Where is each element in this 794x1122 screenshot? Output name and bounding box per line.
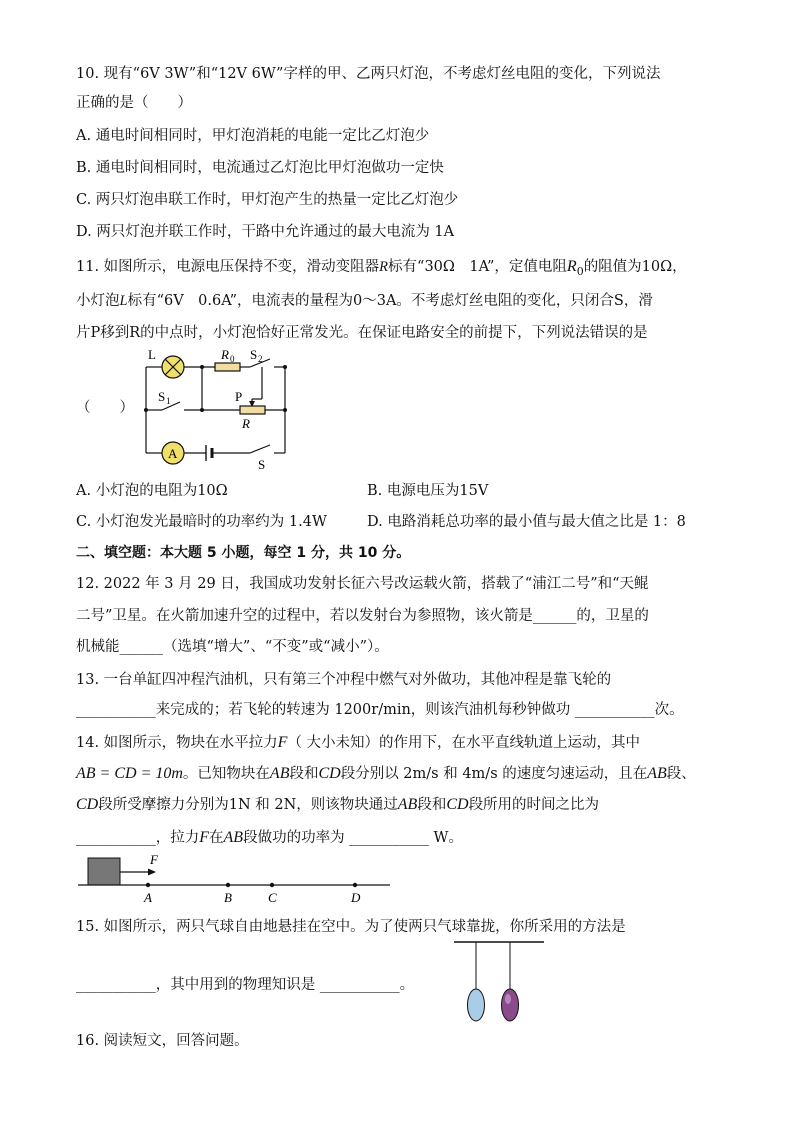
q11-circuit-diagram bbox=[140, 345, 300, 475]
q10-option-a: A. 通电时间相同时，甲灯泡消耗的电能一定比乙灯泡少 bbox=[76, 128, 430, 144]
q10-option-b: B. 通电时间相同时，电流通过乙灯泡比甲灯泡做功一定快 bbox=[76, 160, 444, 176]
q12-line3: 机械能______（选填“增大”、“不变”或“减小”）。 bbox=[76, 639, 389, 655]
label-d: D bbox=[351, 890, 361, 905]
q13-line2: ___________来完成的；若飞轮的转速为 1200r/min，则该汽油机每秒钟做功 ___________次。 bbox=[76, 702, 684, 718]
q11-stem-line1: 11. 如图所示，电源电压保持不变，滑动变阻器R标有“30Ω 1A”，定值电阻$R_0$的阻值为10Ω， bbox=[76, 258, 687, 278]
q10-option-d: D. 两只灯泡并联工作时，干路中允许通过的最大电流为 1A bbox=[76, 224, 455, 240]
label-s: S bbox=[258, 457, 266, 472]
q13-line1: 13. 一台单缸四冲程汽油机，只有第三个冲程中燃气对外做功，其他冲程是靠飞轮的 bbox=[76, 672, 612, 688]
label-a: A bbox=[144, 890, 152, 905]
q14-line3: CD段所受摩擦力分别为1N 和 2N，则该物块通过AB段和CD段所用的时间之比为 bbox=[76, 796, 600, 813]
right-balloon bbox=[502, 989, 519, 1021]
q14-line2: AB = CD = 10m。已知物块在AB段和CD段分别以 2m/s 和 4m/s 的速度匀速运动，且在AB段、 bbox=[76, 765, 696, 782]
rheostat-r-symbol bbox=[240, 406, 265, 414]
q12-line1: 12. 2022 年 3 月 29 日，我国成功发射长征六号改运载火箭，搭载了“浦江二号”和“天鲲 bbox=[76, 576, 649, 592]
q11-option-b: B. 电源电压为15V bbox=[367, 483, 489, 499]
q14-line4: ___________，拉力F在AB段做功的功率为 ___________ W。 bbox=[76, 829, 463, 846]
q11-option-d: D. 电路消耗总功率的最小值与最大值之比是 1：8 bbox=[367, 514, 686, 530]
q10-stem-line1: 10. 现有“6V 3W”和“12V 6W”字样的甲、乙两只灯泡，不考虑灯丝电阻的变化，下列说法 bbox=[76, 66, 661, 82]
label-b: B bbox=[224, 890, 232, 905]
label-c: C bbox=[268, 890, 277, 905]
q14-track-diagram bbox=[76, 850, 396, 906]
q15-line1: 15. 如图所示，两只气球自由地悬挂在空中。为了使两只气球靠拢，你所采用的方法是 bbox=[76, 919, 626, 935]
q16-line1: 16. 阅读短文，回答问题。 bbox=[76, 1033, 249, 1049]
label-s2: S bbox=[250, 347, 258, 362]
resistor-r0-symbol bbox=[215, 363, 240, 371]
label-r: R bbox=[242, 416, 250, 431]
label-l: L bbox=[148, 347, 156, 362]
block-symbol bbox=[88, 858, 120, 885]
q14-line1: 14. 如图所示，物块在水平拉力F（ 大小未知）的作用下，在水平直线轨道上运动，其中 bbox=[76, 734, 641, 751]
q10-option-c: C. 两只灯泡串联工作时，甲灯泡产生的热量一定比乙灯泡少 bbox=[76, 192, 459, 208]
label-p: P bbox=[235, 389, 243, 404]
left-balloon bbox=[468, 989, 485, 1021]
q11-option-c: C. 小灯泡发光最暗时的功率约为 1.4W bbox=[76, 514, 327, 530]
q11-stem-line2: 小灯泡L标有“6V 0.6A”，电流表的量程为0～3A。不考虑灯丝电阻的变化，只闭合S，滑 bbox=[76, 293, 653, 309]
label-s2-sub: 2 bbox=[258, 354, 263, 364]
q12-line2: 二号”卫星。在火箭加速升空的过程中，若以发射台为参照物，该火箭是______的，卫星的 bbox=[76, 608, 649, 624]
q11-stem-line3: 片P移到R的中点时，小灯泡恰好正常发光。在保证电路安全的前提下，下列说法错误的是 bbox=[76, 325, 648, 341]
q11-answer-paren: （ ） bbox=[76, 400, 134, 416]
label-s1: S bbox=[158, 389, 166, 404]
section-heading-fill-in: 二、填空题：本大题 5 小题，每空 1 分，共 10 分。 bbox=[76, 545, 411, 561]
label-r0: R bbox=[221, 347, 229, 362]
q11-option-a: A. 小灯泡的电阻为10Ω bbox=[76, 483, 228, 499]
label-r0-sub: 0 bbox=[230, 354, 235, 364]
q10-stem-line2: 正确的是（ ） bbox=[76, 95, 192, 111]
q15-line2: ___________，其中用到的物理知识是 ___________。 bbox=[76, 977, 415, 993]
label-s1-sub: 1 bbox=[166, 396, 171, 406]
label-a: A bbox=[168, 446, 178, 461]
label-f: F bbox=[150, 852, 158, 867]
q15-balloons-diagram bbox=[450, 938, 550, 1028]
